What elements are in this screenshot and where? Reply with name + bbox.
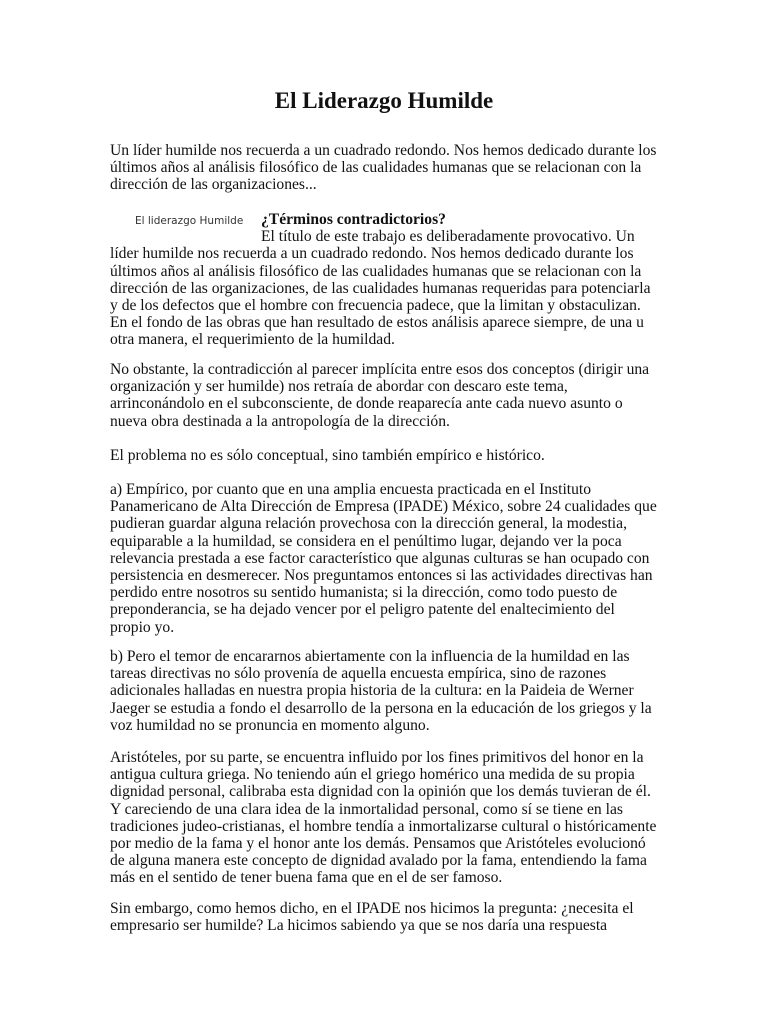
image-placeholder (110, 211, 261, 245)
paragraph: a) Empírico, por cuanto que en una amplia encuesta practicada en el Instituto Panamericano de Alta Dirección de Empresa (IPADE) México, sobre 24 cualidades que pudieran guardar alguna relación provechosa con la dirección general, la modestia, equiparable a la humildad, se considera en el penúltimo lugar, dejando ver la poca relevancia prestada a ese factor característico que algunas culturas se han ocupado con persistencia en desmerecer. Nos preguntamos entonces si las actividades directivas han perdido entre nosotros su sentido humanista; si la dirección, como todo puesto de preponderancia, se ha dejado vencer por el peligro patente del enaltecimiento del propio yo. (110, 481, 657, 636)
section-block (110, 211, 658, 349)
paragraph: b) Pero el temor de encararnos abiertamente con la influencia de la humildad en las tareas directivas no sólo provenía de aquella encuesta empírica, sino de razones adicionales halladas en nuestra propia historia de la cultura: en la Paideia de Werner Jaeger se estudia a fondo el desarrollo de la persona en la educación de los griegos y la voz humildad no se pronuncia en momento alguno. (110, 648, 652, 734)
image-caption: El liderazgo Humilde (135, 215, 244, 227)
paragraph: Sin embargo, como hemos dicho, en el IPADE nos hicimos la pregunta: ¿necesita el empresario ser humilde? La hicimos sabiendo ya que se nos daría una respuesta (110, 900, 634, 935)
section-heading: ¿Términos contradictorios? (261, 211, 446, 228)
paragraph: Aristóteles, por su parte, se encuentra influido por los fines primitivos del honor en la antigua cultura griega. No teniendo aún el griego homérico una medida de su propia dignidad personal, calibraba esta dignidad con la opinión que los demás tuvieran de él. Y careciendo de una clara idea de la inmortalidad personal, como sí se tiene en las tradiciones judeo-cristianas, el hombre tendía a inmortalizarse cultural o históricamente por medio de la fama y el honor ante los demás. Pensamos que Aristóteles evolucionó de alguna manera este concepto de dignidad avalado por la fama, entendiendo la fama más en el sentido de tener buena fama que en el de ser famoso. (110, 749, 657, 887)
intro-paragraph: Un líder humilde nos recuerda a un cuadrado redondo. Nos hemos dedicado durante los últimos años al análisis filosófico de las cualidades humanas que se relacionan con la dirección de las organizaciones... (110, 142, 657, 194)
paragraph: No obstante, la contradicción al parecer implícita entre esos dos conceptos (dirigir una organización y ser humilde) nos retraía de abordar con descaro este tema, arrinconándolo en el subconsciente, de donde reaparecía ante cada nuevo asunto o nueva obra destinada a la antropología de la dirección. (110, 361, 650, 430)
paragraph: El problema no es sólo conceptual, sino también empírico e histórico. (110, 447, 545, 464)
section-paragraph: El título de este trabajo es deliberadamente provocativo. Un líder humilde nos recuerda a un cuadrado redondo. Nos hemos dedicado durante los últimos años al análisis filosófico de las cualidades humanas que se relacionan con la dirección de las organizaciones, de las cualidades humanas requeridas para potenciarla y de los defectos que el hombre con frecuencia padece, que la limitan y obstaculizan. En el fondo de las obras que han resultado de estos análisis aparece siempre, de una u otra manera, el requerimiento de la humildad. (110, 228, 651, 349)
document-title: El Liderazgo Humilde (274, 88, 494, 113)
